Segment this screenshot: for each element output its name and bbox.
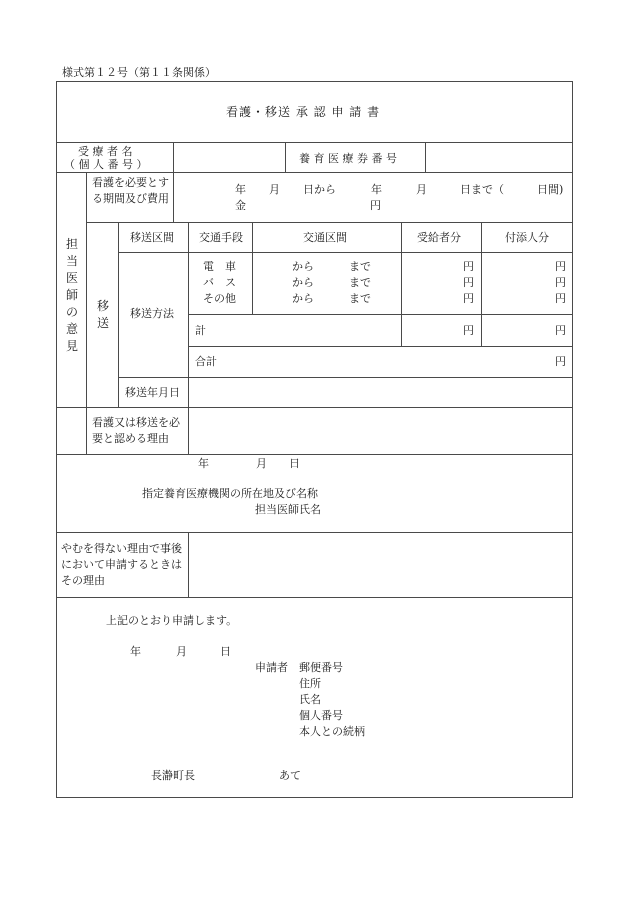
mode-to: まで [349, 276, 371, 289]
certificate-number-field[interactable] [426, 143, 571, 171]
transport-date-label: 移送年月日 [125, 386, 180, 399]
period-days-label: 日間) [537, 183, 564, 196]
late-reason-field[interactable] [189, 533, 571, 596]
period-year2-unit: 年 [371, 183, 382, 196]
applicant-name-label: 氏名 [299, 693, 321, 706]
header-recipient-share: 受給者分 [417, 231, 461, 244]
mode-yen-attendant: 円 [555, 276, 566, 289]
cert-day-unit: 日 [289, 457, 300, 470]
transport-date-field[interactable] [189, 378, 571, 406]
recipient-number-label: （ 個 人 番 号 ） [64, 158, 148, 171]
header-means: 交通手段 [199, 231, 243, 244]
form-number: 様式第１２号（第１１条関係） [62, 66, 216, 79]
mode-yen-recipient: 円 [463, 276, 474, 289]
period-from-label: 日から [303, 183, 336, 196]
mode-yen-attendant: 円 [555, 292, 566, 305]
certificate-number-label: 養 育 医 療 券 番 号 [299, 152, 397, 165]
cost-kin-label: 金 [235, 199, 246, 212]
applicant-label: 申請者 [255, 661, 288, 674]
doctor-opinion-label: 担当医師の意見 [65, 237, 78, 353]
mode-yen-recipient: 円 [463, 292, 474, 305]
application-month-unit: 月 [176, 645, 187, 658]
mode-from: から [292, 276, 314, 289]
header-attendant-share: 付添人分 [505, 231, 549, 244]
late-reason-label: やむを得ない理由で事後において申請するときはその理由 [61, 542, 182, 587]
nursing-period-label: 看護を必要とする期間及び費用 [92, 176, 169, 205]
mode-from: から [292, 292, 314, 305]
period-year-unit: 年 [235, 183, 246, 196]
applicant-relationship-label: 本人との続柄 [299, 725, 365, 738]
total-yen: 円 [555, 355, 566, 368]
mode-name: 電 車 [203, 260, 236, 273]
transport-label: 移送 [96, 299, 109, 330]
period-to-label: 日まで（ [460, 183, 504, 196]
application-day-unit: 日 [220, 645, 231, 658]
subtotal-label: 計 [195, 324, 206, 337]
cert-month-unit: 月 [256, 457, 267, 470]
period-month2-unit: 月 [416, 183, 427, 196]
application-year-unit: 年 [130, 645, 141, 658]
transport-method-label: 移送方法 [130, 307, 174, 320]
reason-field[interactable] [189, 408, 571, 453]
subtotal-yen-recipient: 円 [463, 324, 474, 337]
form-title: 看護・移送 承 認 申 請 書 [226, 105, 381, 119]
application-statement: 上記のとおり申請します。 [106, 614, 238, 627]
recipient-name-label: 受 療 者 名 [78, 145, 133, 158]
total-label: 合計 [195, 355, 217, 368]
mode-to: まで [349, 292, 371, 305]
header-section: 移送区間 [130, 231, 174, 244]
cost-yen-unit: 円 [370, 199, 381, 212]
reason-label: 看護又は移送を必要と認める理由 [92, 416, 180, 445]
period-month-unit: 月 [269, 183, 280, 196]
applicant-personal-number-label: 個人番号 [299, 709, 343, 722]
mode-yen-recipient: 円 [463, 260, 474, 273]
attending-doctor-label: 担当医師氏名 [255, 503, 321, 516]
applicant-postal-code-label: 郵便番号 [299, 661, 343, 674]
mode-to: まで [349, 260, 371, 273]
header-route: 交通区間 [303, 231, 347, 244]
recipient-name-field[interactable] [174, 143, 284, 171]
applicant-address-label: 住所 [299, 677, 321, 690]
addressee-ate: あて [279, 769, 301, 782]
mode-yen-attendant: 円 [555, 260, 566, 273]
mode-from: から [292, 260, 314, 273]
mode-name: その他 [203, 292, 236, 305]
mode-name: バ ス [203, 276, 236, 289]
subtotal-yen-attendant: 円 [555, 324, 566, 337]
addressee-town: 長瀞町長 [151, 769, 195, 782]
cert-year-unit: 年 [198, 457, 209, 470]
institution-name-label: 指定養育医療機関の所在地及び名称 [142, 487, 318, 500]
